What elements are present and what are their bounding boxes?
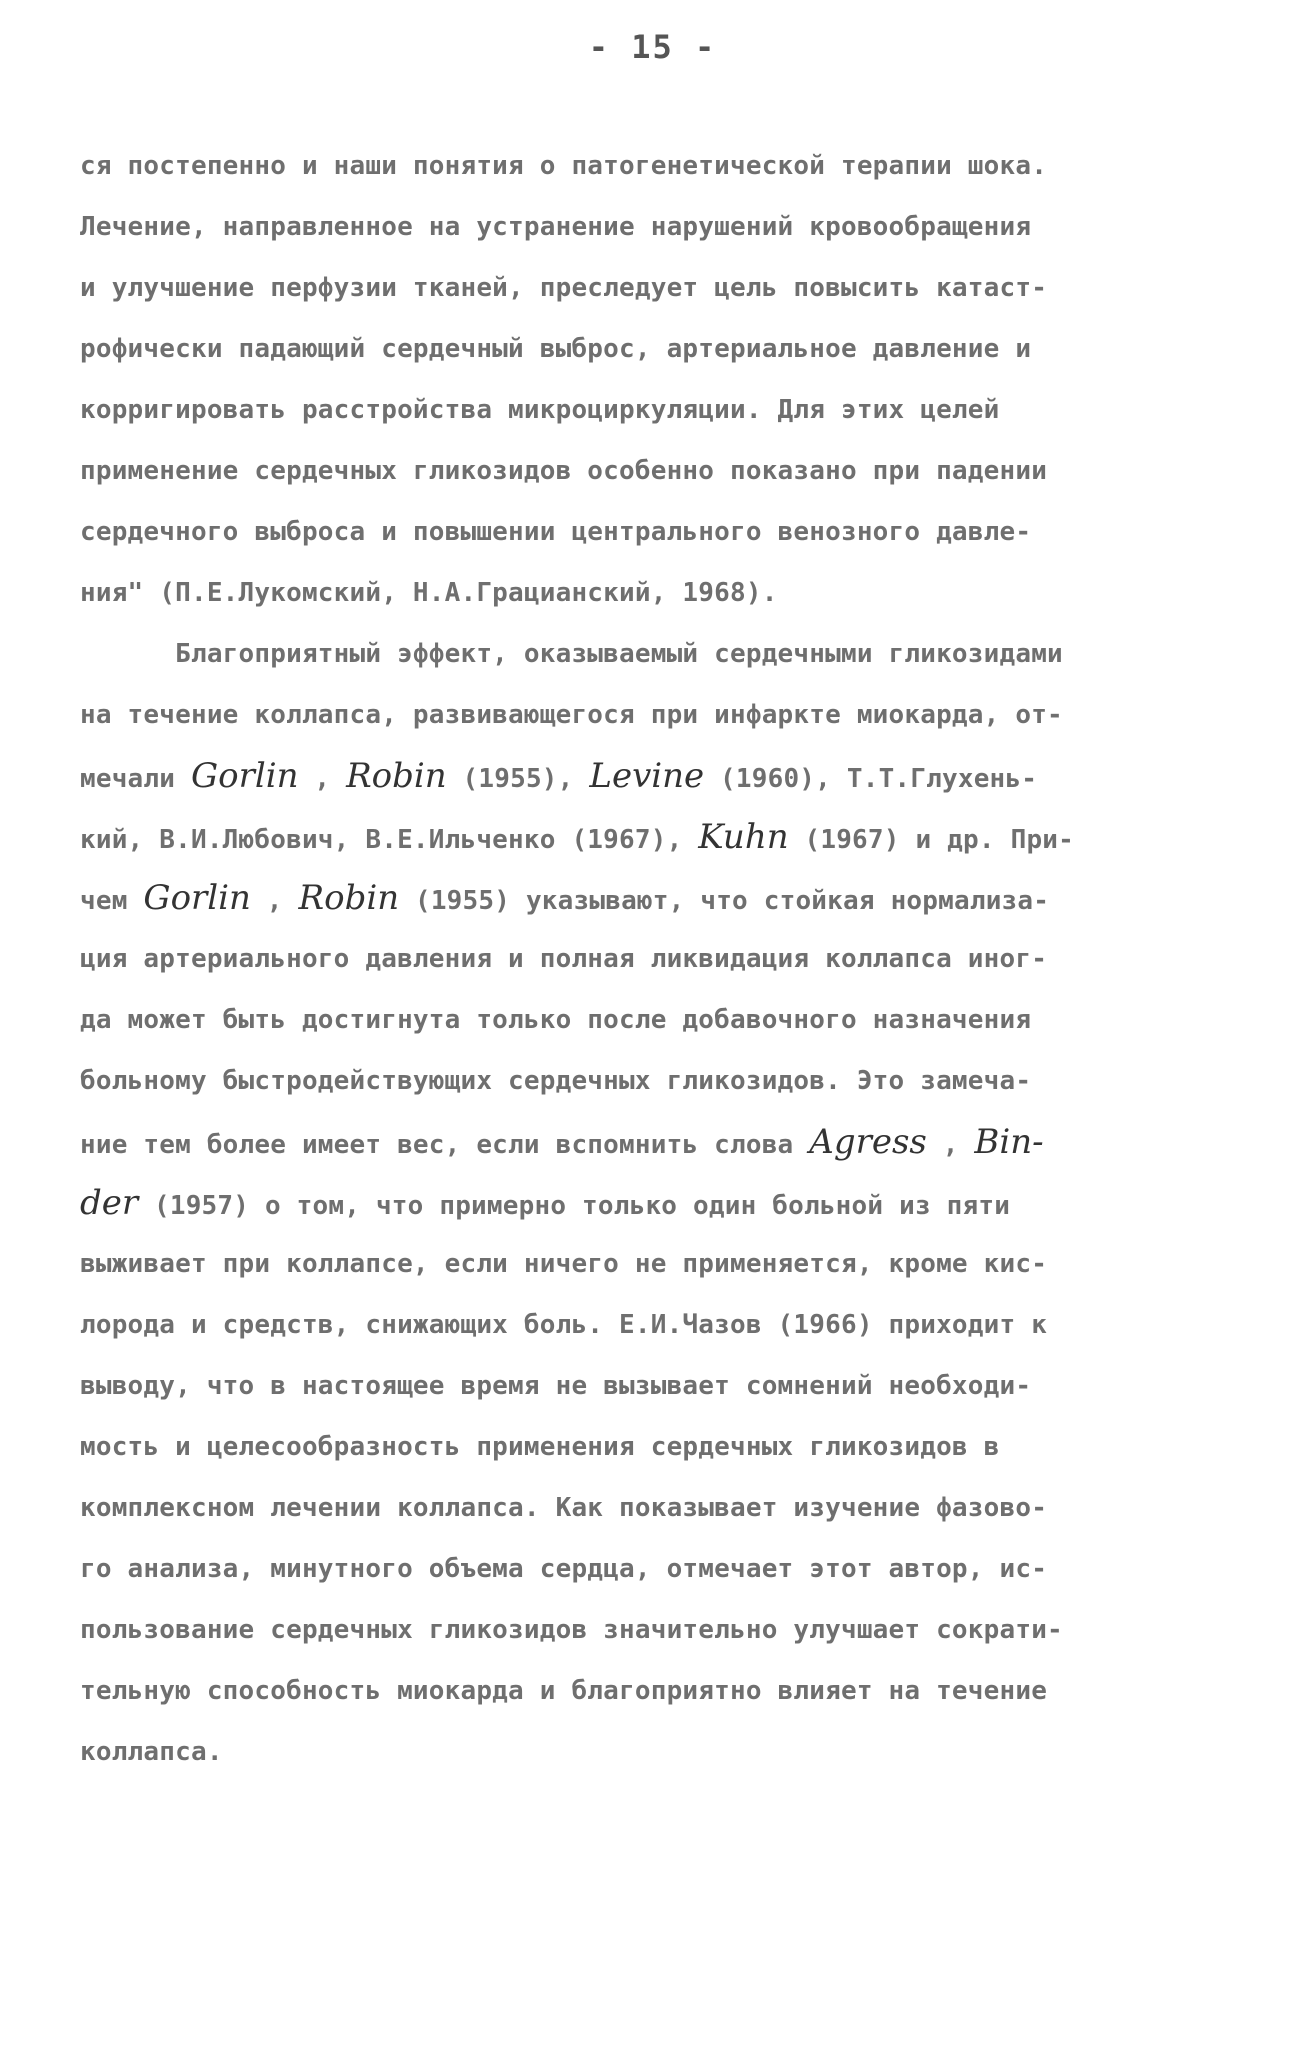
typed-text: ния" (П.Е.Лукомский, Н.А.Грацианский, 1968). [80, 578, 778, 608]
typed-text: пользование сердечных гликозидов значительно улучшает сократи- [80, 1615, 1063, 1645]
text-line-p2-15 [80, 1478, 1240, 1539]
text-line-p2-11 [80, 1234, 1240, 1295]
text-line-p1-2 [80, 197, 1240, 258]
text-line-p2-6 [80, 929, 1240, 990]
typed-text: применение сердечных гликозидов особенно показано при падении [80, 456, 1048, 486]
handwritten-name: Bin- [974, 1122, 1044, 1162]
text-line-p2-19 [80, 1722, 1240, 1783]
typed-text: чем [80, 886, 144, 916]
text-line-p2-10 [80, 1173, 1240, 1234]
handwritten-name: Kuhn [698, 817, 789, 857]
typed-text: выживает при коллапсе, если ничего не применяется, кроме кис- [80, 1249, 1048, 1279]
text-line-p2-9 [80, 1112, 1240, 1173]
text-line-p1-5 [80, 380, 1240, 441]
typed-text: , [250, 886, 299, 916]
typed-text: да может быть достигнута только после добавочного назначения [80, 1005, 1032, 1035]
handwritten-name: Agress [809, 1122, 927, 1162]
typed-text: (1955) указывают, что стойкая нормализа- [399, 886, 1050, 916]
text-line-p2-3 [80, 746, 1240, 807]
handwritten-name: Robin [298, 878, 400, 918]
text-line-p2-1 [80, 624, 1240, 685]
page-number: - 15 - [588, 28, 717, 66]
typed-text: (1955), [446, 764, 590, 794]
text-line-p2-2 [80, 685, 1240, 746]
text-line-p2-5 [80, 868, 1240, 929]
text-line-p2-8 [80, 1051, 1240, 1112]
text-line-p1-7 [80, 502, 1240, 563]
body-text [80, 136, 1240, 1783]
text-line-p2-17 [80, 1600, 1240, 1661]
handwritten-name: Levine [589, 756, 705, 796]
typed-text: ние тем более имеет вес, если вспомнить слова [80, 1130, 810, 1160]
typed-text: , [926, 1130, 975, 1160]
text-line-p1-8 [80, 563, 1240, 624]
text-line-p1-1 [80, 136, 1240, 197]
typed-text: Лечение, направленное на устранение нарушений кровообращения [80, 212, 1032, 242]
typed-text: мость и целесообразность применения сердечных гликозидов в [80, 1432, 1000, 1462]
text-line-p2-12 [80, 1295, 1240, 1356]
text-line-p2-16 [80, 1539, 1240, 1600]
handwritten-name: der [80, 1183, 139, 1223]
text-line-p2-18 [80, 1661, 1240, 1722]
typed-text: сердечного выброса и повышении центрального венозного давле- [80, 517, 1032, 547]
typed-text: ция артериального давления и полная ликвидация коллапса иног- [80, 944, 1048, 974]
text-line-p2-14 [80, 1417, 1240, 1478]
typed-text: тельную способность миокарда и благоприятно влияет на течение [80, 1676, 1048, 1706]
text-line-p2-7 [80, 990, 1240, 1051]
typed-text: выводу, что в настоящее время не вызывает сомнений необходи- [80, 1371, 1032, 1401]
typed-text: комплексном лечении коллапса. Как показывает изучение фазово- [80, 1493, 1048, 1523]
text-line-p1-6 [80, 441, 1240, 502]
typed-text: го анализа, минутного объема сердца, отмечает этот автор, ис- [80, 1554, 1048, 1584]
handwritten-name: Gorlin [143, 878, 251, 918]
typed-text: лорода и средств, снижающих боль. Е.И.Чазов (1966) приходит к [80, 1310, 1048, 1340]
handwritten-name: Robin [346, 756, 447, 796]
text-line-p1-3 [80, 258, 1240, 319]
typed-text: Благоприятный эффект, оказываемый сердечными гликозидами [80, 639, 1063, 669]
typed-text: мечали [80, 764, 191, 794]
handwritten-name: Gorlin [190, 756, 299, 796]
typed-text: (1957) о том, что примерно только один больной из пяти [138, 1191, 1011, 1221]
text-line-p1-4 [80, 319, 1240, 380]
text-line-p2-13 [80, 1356, 1240, 1417]
typed-text: больному быстродействующих сердечных гликозидов. Это замеча- [80, 1066, 1032, 1096]
typed-text: (1960), Т.Т.Глухень- [704, 764, 1038, 794]
typed-text: рофически падающий сердечный выброс, артериальное давление и [80, 334, 1032, 364]
typed-text: кий, В.И.Любович, В.Е.Ильченко (1967), [80, 825, 699, 855]
text-line-p2-4 [80, 807, 1240, 868]
typed-text: (1967) и др. При- [788, 825, 1075, 855]
typed-text: и улучшение перфузии тканей, преследует цель повысить катаст- [80, 273, 1048, 303]
typed-text: ся постепенно и наши понятия о патогенетической терапии шока. [80, 151, 1048, 181]
typed-text: на течение коллапса, развивающегося при инфаркте миокарда, от- [80, 700, 1063, 730]
typed-text: коллапса. [80, 1737, 223, 1767]
typed-text: , [298, 764, 347, 794]
typed-text: корригировать расстройства микроциркуляции. Для этих целей [80, 395, 1000, 425]
